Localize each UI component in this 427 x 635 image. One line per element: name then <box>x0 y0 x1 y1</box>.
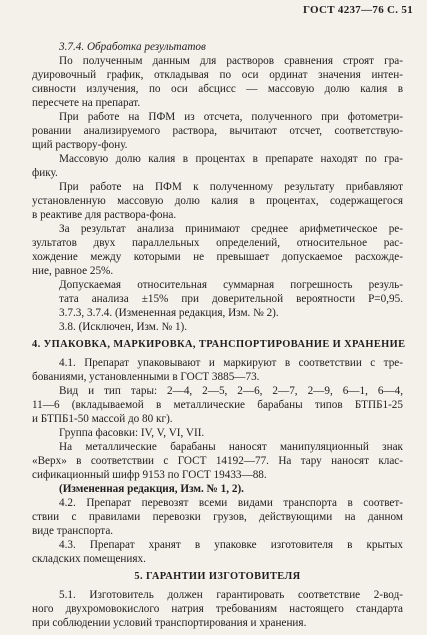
text-line: (Измененная редакция, Изм. № 1, 2). <box>59 483 244 495</box>
text-line: тата анализа ±15% при доверительной вероятности P=0,95. <box>59 293 403 305</box>
text-line: На металлические барабаны наносят манипуляционный знак <box>59 441 403 453</box>
text-line: 4.1. Препарат упаковывают и маркируют в соответствии с тре- <box>59 357 403 369</box>
text-line: По полученным данным для растворов сравнения строят гра- <box>59 55 403 67</box>
text-line: 5.1. Изготовитель должен гарантировать соответствие 2-вод- <box>59 589 403 601</box>
text-line: ствии с правилами перевозки грузов, действующими на данном <box>32 511 403 523</box>
text-line: При работе на ПФМ к полученному результату прибавляют <box>59 181 403 193</box>
text-line: 4.2. Препарат перевозят всеми видами транспорта в соответ- <box>59 497 403 509</box>
text-line: ного двухромовокислого натрия требованиям настоящего стандарта <box>32 603 403 615</box>
text-line: щий раствору-фону. <box>32 139 128 151</box>
text-line: пересчете на препарат. <box>32 97 141 109</box>
text-line: Вид и тип тары: 2—4, 2—5, 2—6, 2—7, 2—9, 6—1, 6—4, <box>59 385 403 397</box>
text-line: Массовую долю калия в процентах в препарате находят по гра- <box>59 153 403 165</box>
text-line: в реактиве для раствора-фона. <box>32 209 177 221</box>
text-line: складских помещениях. <box>32 553 146 565</box>
text-line: 3.7.4. Обработка результатов <box>59 41 206 53</box>
text-line: дуировочный график, откладывая по оси ординат значения интен- <box>32 69 403 81</box>
text-line: 4.3. Препарат хранят в упаковке изготовителя в крытых <box>59 539 403 551</box>
text-line: При работе на ПФМ из отсчета, полученного при фотометри- <box>59 111 403 123</box>
section-heading: 5. ГАРАНТИИ ИЗГОТОВИТЕЛЯ <box>134 571 301 582</box>
section-heading: 4. УПАКОВКА, МАРКИРОВКА, ТРАНСПОРТИРОВАНИЕ И ХРАНЕНИЕ <box>32 339 406 350</box>
text-line: Группа фасовки: IV, V, VI, VII. <box>59 427 205 439</box>
text-line: виде транспорта. <box>32 525 114 537</box>
text-line: сивности излучения, по оси абсцисс — массовую долю калия в <box>32 83 403 95</box>
text-line: За результат анализа принимают среднее арифметическое ре- <box>59 223 403 235</box>
text-line: хождение между которыми не превышает допускаемое расхожде- <box>32 251 403 263</box>
text-line: при соблюдении условий транспортирования и хранения. <box>32 617 307 629</box>
text-line: зультатов двух параллельных определений, относительное рас- <box>32 237 403 249</box>
text-line: ровании анализируемого раствора, вычитают отсчет, соответствую- <box>32 125 403 137</box>
text-line: фику. <box>32 167 58 179</box>
text-line: бованиями, установленными в ГОСТ 3885—73. <box>32 371 260 383</box>
text-line: 3.8. (Исключен, Изм. № 1). <box>59 321 188 333</box>
text-line: ние, равное 25%. <box>32 265 114 277</box>
text-line: 11—6 (вкладываемой в металлические барабаны типов БТПБ1-25 <box>32 399 403 411</box>
text-line: установленную массовую долю калия в процентах, содержащегося <box>32 195 403 207</box>
page-header: ГОСТ 4237—76 С. 51 <box>302 4 413 16</box>
text-line: и БТПБ1-50 массой до 80 кг). <box>32 413 173 425</box>
text-line: Допускаемая относительная суммарная погрешность резуль- <box>59 279 403 291</box>
text-line: сификационный шифр 9153 по ГОСТ 19433—88. <box>32 469 267 481</box>
text-line: «Верх» в соответствии с ГОСТ 14192—77. На тару наносят клас- <box>32 455 403 467</box>
text-line: 3.7.3, 3.7.4. (Измененная редакция, Изм. № 2). <box>59 307 279 319</box>
